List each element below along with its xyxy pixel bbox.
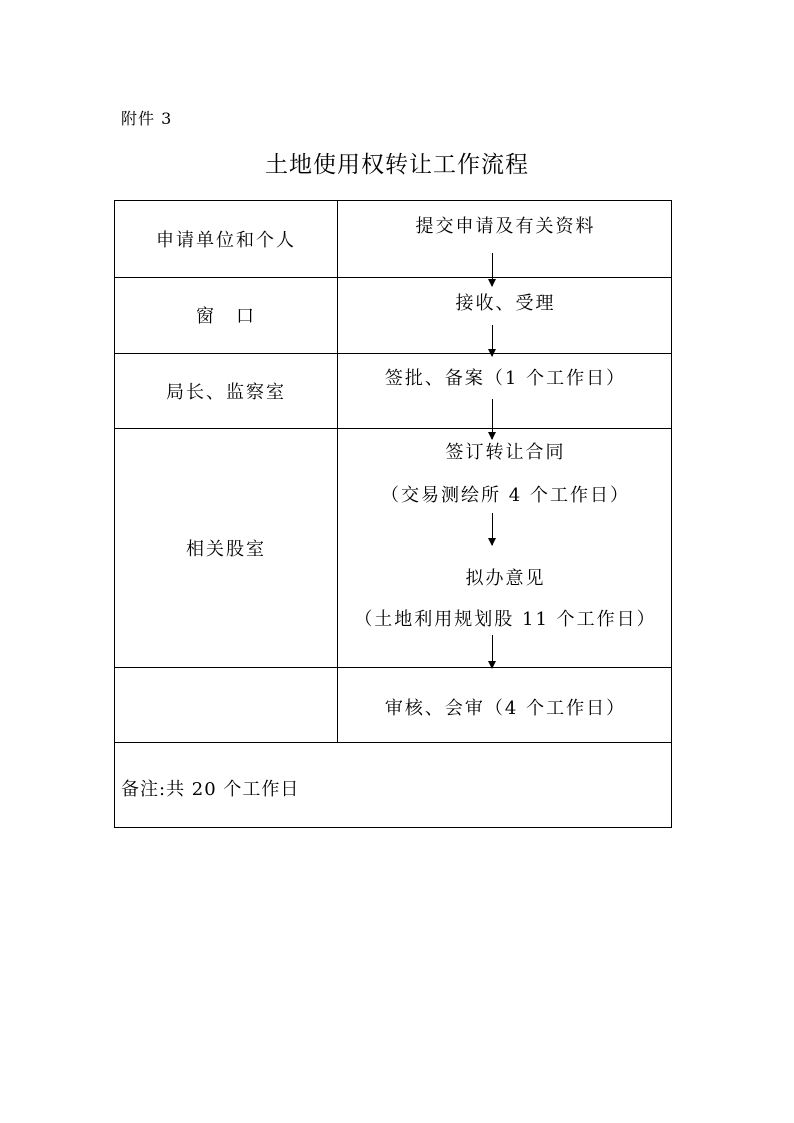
attachment-label: 附件 3 bbox=[121, 109, 173, 128]
flow-arrow bbox=[492, 635, 493, 668]
flow-arrow bbox=[492, 513, 493, 545]
note-text: 备注:共 20 个工作日 bbox=[121, 779, 300, 800]
step-draft-opinion-detail: （土地利用规划股 11 个工作日） bbox=[354, 609, 657, 630]
flow-arrow bbox=[492, 399, 493, 439]
step-review: 审核、会审（4 个工作日） bbox=[384, 698, 627, 719]
role-empty bbox=[115, 667, 337, 742]
role-window: 窗 口 bbox=[196, 306, 256, 327]
row-divider bbox=[115, 742, 671, 743]
step-sign-contract-detail: （交易测绘所 4 个工作日） bbox=[381, 485, 630, 506]
flow-arrow bbox=[492, 325, 493, 356]
flow-arrow bbox=[492, 253, 493, 286]
step-approve: 签批、备案（1 个工作日） bbox=[384, 368, 627, 389]
step-sign-contract: 签订转让合同 bbox=[445, 442, 566, 463]
page-title: 土地使用权转让工作流程 bbox=[265, 152, 529, 178]
step-receive: 接收、受理 bbox=[455, 293, 556, 314]
step-draft-opinion: 拟办意见 bbox=[465, 568, 546, 589]
step-submit: 提交申请及有关资料 bbox=[415, 216, 596, 237]
workflow-table bbox=[114, 200, 672, 828]
role-director: 局长、监察室 bbox=[166, 381, 286, 403]
column-divider bbox=[337, 201, 338, 742]
role-departments: 相关股室 bbox=[186, 538, 266, 560]
role-applicant: 申请单位和个人 bbox=[156, 230, 296, 251]
